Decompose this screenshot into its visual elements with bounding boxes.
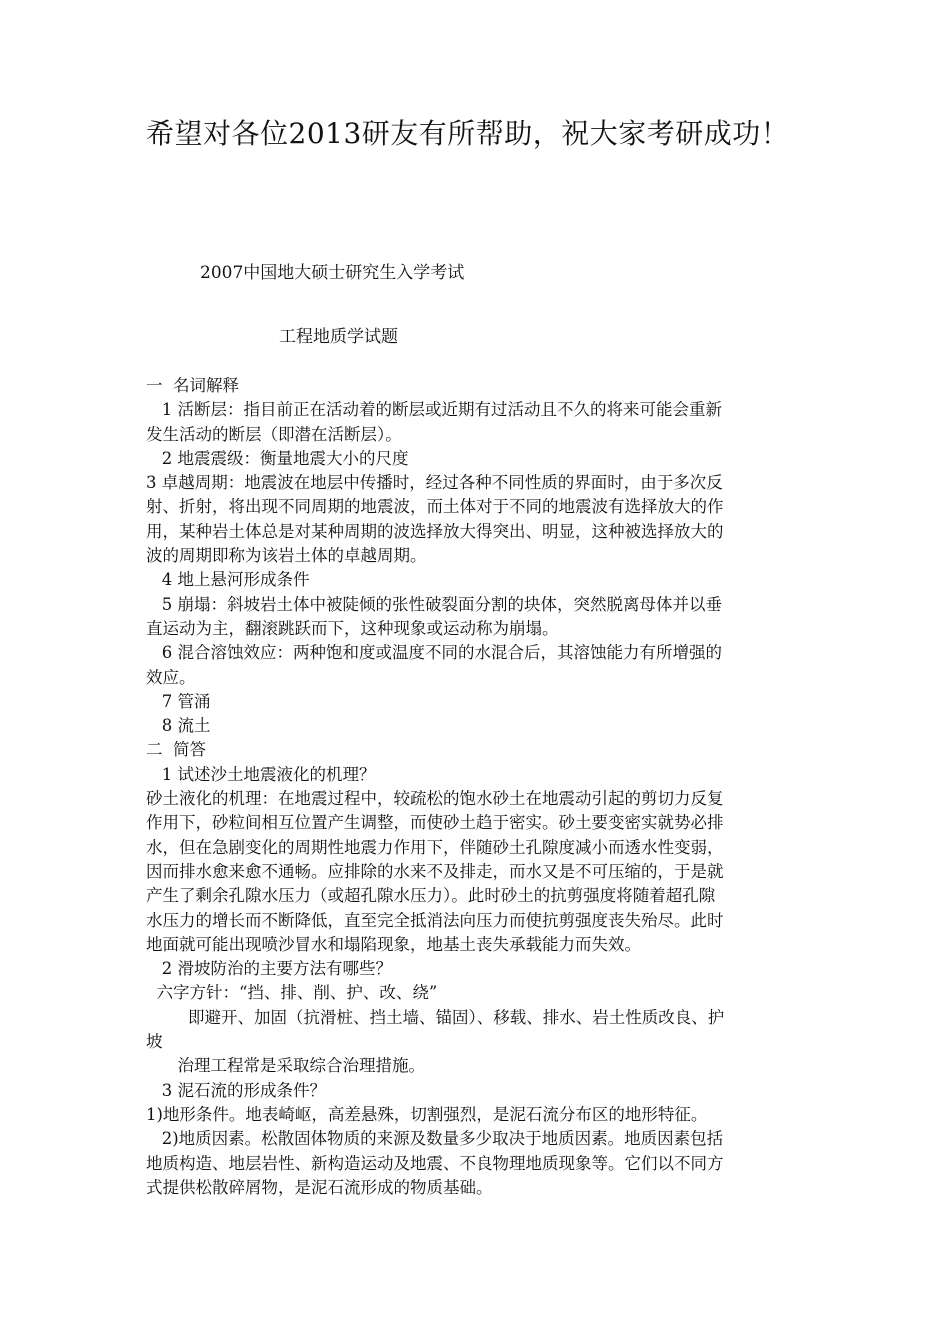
- text-line: 治理工程常是采取综合治理措施。: [146, 1056, 425, 1076]
- text-line: 六字方针：“挡、排、削、护、改、绕”: [146, 983, 438, 1003]
- text-line: 2 地震震级：衡量地震大小的尺度: [146, 448, 409, 468]
- text-line: 作用下，砂粒间相互位置产生调整，而使砂土趋于密实。砂土要变密实就势必排: [146, 813, 724, 833]
- text-line: 直运动为主，翻滚跳跃而下，这种现象或运动称为崩塌。: [146, 618, 559, 638]
- text-line: 发生活动的断层（即潜在活断层）。: [146, 424, 402, 444]
- text-line: 式提供松散碎屑物，是泥石流形成的物质基础。: [146, 1177, 493, 1197]
- text-line: 即避开、加固（抗滑桩、挡土墙、锚固）、移载、排水、岩土性质改良、护: [146, 1007, 725, 1027]
- document-body: [146, 374, 812, 1200]
- text-line: 4 地上悬河形成条件: [146, 570, 310, 590]
- text-line: 砂土液化的机理：在地震过程中，较疏松的饱水砂土在地震动引起的剪切力反复: [146, 789, 724, 809]
- text-line: 8 流土: [146, 716, 211, 736]
- text-line: 坡: [146, 1032, 163, 1052]
- text-line: 效应。: [146, 667, 196, 687]
- text-line: 7 管涌: [146, 691, 211, 711]
- subject-title: 工程地质学试题: [279, 327, 398, 347]
- text-line: 因而排水愈来愈不通畅。应排除的水来不及排走，而水又是不可压缩的，于是就: [146, 861, 724, 881]
- text-line: 波的周期即称为该岩土体的卓越周期。: [146, 546, 427, 566]
- text-line: 射、折射，将出现不同周期的地震波，而土体对于不同的地震波有选择放大的作: [146, 497, 724, 517]
- text-line: 6 混合溶蚀效应：两种饱和度或温度不同的水混合后，其溶蚀能力有所增强的: [146, 643, 722, 663]
- text-line: 3 卓越周期：地震波在地层中传播时，经过各种不同性质的界面时，由于多次反: [146, 473, 723, 493]
- page-headline: 希望对各位2013研友有所帮助，祝大家考研成功！: [146, 117, 790, 150]
- text-line: 2)地质因素。松散固体物质的来源及数量多少取决于地质因素。地质因素包括: [146, 1129, 724, 1149]
- exam-title: 2007中国地大硕士研究生入学考试: [200, 263, 465, 283]
- text-line: 1)地形条件。地表崎岖，高差悬殊，切割强烈，是泥石流分布区的地形特征。: [146, 1104, 708, 1124]
- text-line: 用，某种岩土体总是对某种周期的波选择放大得突出、明显，这种被选择放大的: [146, 521, 724, 541]
- text-line: 3 泥石流的形成条件？: [146, 1080, 326, 1100]
- text-line: 5 崩塌：斜坡岩土体中被陡倾的张性破裂面分割的块体，突然脱离母体并以垂: [146, 594, 722, 614]
- text-line: 地质构造、地层岩性、新构造运动及地震、不良物理地质现象等。它们以不同方: [146, 1153, 724, 1173]
- text-line: 1 活断层：指目前正在活动着的断层或近期有过活动且不久的将来可能会重新: [146, 400, 722, 420]
- text-line: 水压力的增长而不断降低，直至完全抵消法向压力而使抗剪强度丧失殆尽。此时: [146, 910, 724, 930]
- text-line: 水，但在急剧变化的周期性地震力作用下，伴随砂土孔隙度减小而透水性变弱，: [146, 837, 724, 857]
- text-line: 2 滑坡防治的主要方法有哪些？: [146, 959, 392, 979]
- text-line: 一 名词解释: [146, 376, 239, 395]
- text-line: 1 试述沙土地震液化的机理？: [146, 764, 376, 784]
- text-line: 地面就可能出现喷沙冒水和塌陷现象，地基土丧失承载能力而失效。: [146, 934, 641, 954]
- text-line: 二 简答: [146, 740, 206, 760]
- text-line: 产生了剩余孔隙水压力（或超孔隙水压力）。此时砂土的抗剪强度将随着超孔隙: [146, 886, 716, 906]
